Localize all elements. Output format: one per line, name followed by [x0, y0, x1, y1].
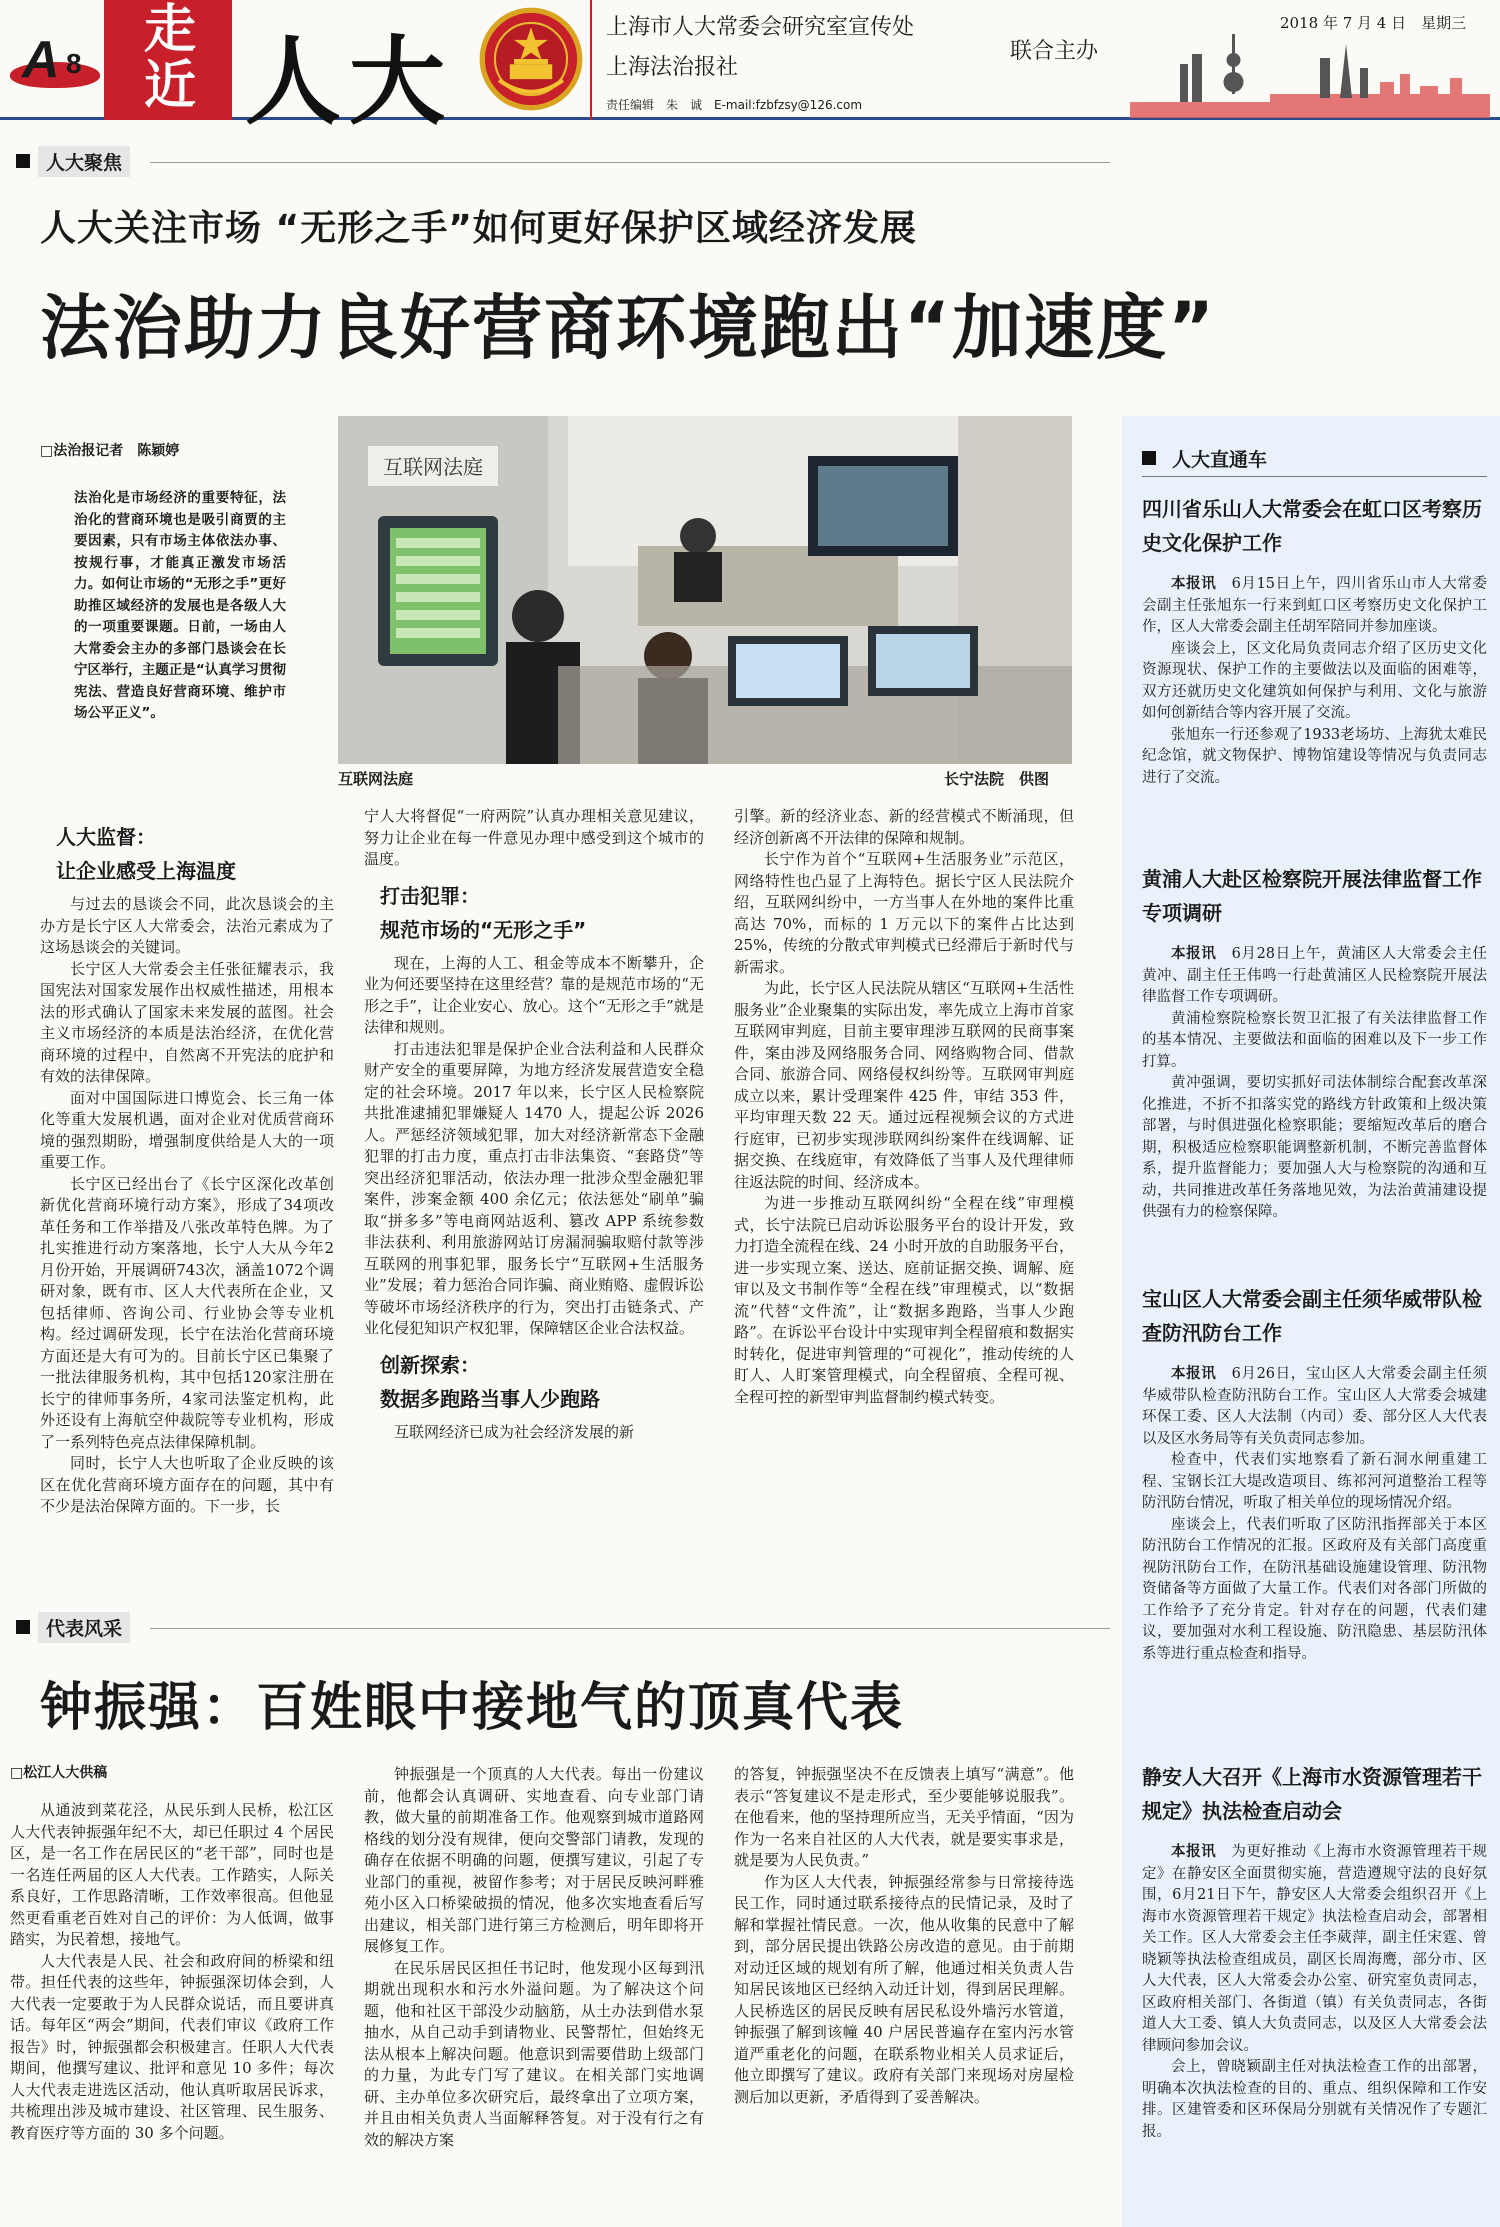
- paragraph: 座谈会上，代表们听取了区防汛指挥部关于本区防汛防台工作情况的汇报。区政府及有关部门高度重视防汛防台工作，在防汛基础设施建设管理、防汛物资储备等方面做了大量工作。代表们对各部门所做的工作给予了充分肯定。针对存在的问题，代表们建议，要加强对水利工程设施、防汛隐患、基层防汛体系等进行重点检查和指导。: [1142, 1516, 1487, 1662]
- subhead-3b: 数据多跑路当事人少跑路: [380, 1386, 600, 1411]
- shanghai-skyline-icon: [1120, 24, 1500, 118]
- paragraph: 人大代表是人民、社会和政府间的桥梁和纽带。担任代表的这些年，钟振强深切体会到，人大代表一定要敢于为人民群众说话，而且要讲真话。每年区“两会”期间，代表们审议《政府工作报告》时，钟振强都会积极建言。任职人大代表期间，他撰写建议、批评和意见 10 多件；每次人大代表走进选区活动，他认真听取居民诉求，共梳理出涉及城市建设、社区管理、民生服务、教育医疗等方面的 30 多个问题。: [10, 1951, 334, 2142]
- paragraph: 钟振强是一个顶真的人大代表。每出一份建议前，他都会认真调研、实地查看、向专业部门请教，做大量的前期准备工作。他观察到城市道路网格线的划分没有规律，便向交警部门请教，发现的确存在依据不明确的问题，便撰写建议，引起了专业部门的重视，被留作参考；对于居民反映河畔雅苑小区入口桥梁破损的情况，他多次实地查看后写出建议，相关部门进行第三方检测后，明年即将开展修复工作。: [364, 1765, 704, 1955]
- subhead-3a: 创新探索：: [380, 1352, 480, 1377]
- paragraph: 引擎。新的经济业态、新的经营模式不断涌现，但经济创新离不开法律的保障和规制。: [734, 807, 1074, 847]
- paragraph: 与过去的恳谈会不同，此次恳谈会的主办方是长宁区人大常委会，法治元素成为了这场恳谈会的关键词。: [40, 895, 334, 956]
- paragraph: 为更好推动《上海市水资源管理若干规定》在静安区全面贯彻实施，营造遵规守法的良好氛围，6月21日下午，静安区人大常委会组织召开《上海市水资源管理若干规定》执法检查启动会，部署相关工作。区人大常委会主任李葳萍，副主任宋霆、曾晓颖等执法检查组成员，副区长周海鹰，部分市、区人大代表，区人大常委会办公室、研究室负责同志，区政府相关部门、各街道（镇）有关负责同志，各街道人大工委、镇人大负责同志，以及区人大常委会法律顾问参加会议。: [1142, 1844, 1488, 2054]
- subhead-2b: 规范市场的“无形之手”: [380, 917, 587, 942]
- column-name-char-1: 走: [143, 0, 196, 60]
- paragraph: 黄浦检察院检察长贺卫汇报了有关法律监督工作的基本情况、主要做法和面临的困难以及下一步工作打算。: [1142, 1010, 1487, 1070]
- article2-column-2: [364, 1764, 704, 2151]
- article-column-2: [364, 806, 704, 1443]
- section-divider: [150, 162, 1110, 163]
- report-label: 本报讯: [1171, 1844, 1217, 1860]
- section-tag-delegate: [16, 1612, 130, 1642]
- paragraph: 为进一步推动互联网纠纷“全程在线”审理模式，长宁法院已启动诉讼服务平台的设计开发，致力打造全流程在线、24 小时开放的自助服务平台，进一步实现立案、送达、庭前证据交换、调解、庭审以及文书制作等“全程在线”审理模式，以“数据流”代替“文件流”，让“数据多跑路，当事人少跑路”。在诉讼平台设计中实现审判全程留痕和数据实时转化，促进审判管理的“可视化”，推动传统的人盯人、人盯案管理模式，向全程留痕、全程可视、全程可控的新型审判监督制约模式转变。: [734, 1194, 1074, 1406]
- article-column-3: [734, 806, 1074, 1408]
- section-divider: [150, 1628, 1110, 1629]
- masthead-title: 人大: [245, 26, 453, 138]
- sidebar-item-title: 黄浦人大赴区检察院开展法律监督工作专项调研: [1142, 867, 1482, 925]
- paragraph: 作为区人大代表，钟振强经常参与日常接待选民工作，同时通过联系接待点的民情记录，及时了解和掌握社情民意。一次，他从收集的民意中了解到，部分居民提出铁路公房改造的意见。由于前期对动迁区域的规划有所了解，他通过相关负责人告知居民该地区已经纳入动迁计划，得到居民理解。人民桥选区的居民反映有居民私设外墙污水管道，钟振强了解到该幢 40 户居民普遍存在室内污水管道严重老化的问题，在联系物业相关人员求证后，他立即撰写了建议。政府有关部门来现场对房屋检测后加以更新，矛盾得到了妥善解决。: [734, 1872, 1074, 2106]
- organizer-line-1: 上海市人大常委会研究室宣传处: [606, 15, 915, 40]
- subhead-1a: 人大监督：: [56, 825, 156, 849]
- article-byline: □法治报记者 陈颖婷: [40, 443, 180, 459]
- section-tag-label: 人大直通车: [1172, 448, 1268, 471]
- paragraph: 长宁区人大常委会主任张征耀表示，我国宪法对国家发展作出权威性描述，用根本法的形式确认了国家未来发展的蓝图。社会主义市场经济的本质是法治经济，在优化营商环境的过程中，自然离不开宪法的庇护和有效的法律保障。: [40, 959, 334, 1085]
- page-number-badge: [10, 30, 100, 90]
- article2-headline: 钟振强：百姓眼中接地气的顶真代表: [40, 1678, 905, 1738]
- paragraph: 张旭东一行还参观了1933老场坊、上海犹太难民纪念馆，就文物保护、博物馆建设等情况与负责同志进行了交流。: [1142, 726, 1487, 786]
- paragraph: 同时，长宁人大也听取了企业反映的该区在优化营商环境方面存在的问题，其中有不少是法治保障方面的。下一步，长: [40, 1454, 334, 1515]
- national-emblem-icon: [478, 6, 584, 112]
- paragraph: 互联网经济已成为社会经济发展的新: [394, 1422, 635, 1441]
- sidebar-item-title: 宝山区人大常委会副主任须华威带队检查防汛防台工作: [1142, 1287, 1482, 1345]
- masthead: [0, 0, 1500, 138]
- article-column-1: [40, 820, 334, 1518]
- article2-column-1: [10, 1800, 334, 2144]
- page-letter: A: [22, 31, 60, 89]
- section-square-icon: [16, 154, 30, 168]
- paragraph: 6月15日上午，四川省乐山市人大常委会副主任张旭东一行来到虹口区考察历史文化保护工作，区人大常委会副主任胡军陪同并参加座谈。: [1142, 576, 1487, 635]
- sidebar-item-body: [1142, 1364, 1487, 1665]
- sidebar-item-body: [1142, 944, 1487, 1224]
- article-kicker: 人大关注市场 “无形之手”如何更好保护区域经济发展: [40, 208, 917, 249]
- section-square-icon: [16, 1620, 30, 1634]
- paragraph: 的答复，钟振强坚决不在反馈表上填写“满意”。他表示“答复建议不是走形式，至少要能够说服我”。在他看来，他的坚持理所应当，无关乎情面，“因为作为一名来自社区的人大代表，就是要实事求是，就是要为人民负责。”: [734, 1765, 1074, 1869]
- editor-line: 责任编辑 朱 诚 E-mail:fzbfzsy@126.com: [606, 98, 863, 112]
- sidebar-item-title: 四川省乐山人大常委会在虹口区考察历史文化保护工作: [1142, 497, 1482, 555]
- paragraph: 为此，长宁区人民法院从辖区“互联网+生活性服务业”企业聚集的实际出发，率先成立上海市首家互联网审判庭，目前主要审理涉互联网的民商事案件，案由涉及网络服务合同、网络购物合同、借款合同、旅游合同、网络侵权纠纷等。互联网审判庭成立以来，累计受理案件 425 件，审结 353 件，平均审理天数 22 天。通过远程视频会议的方式进行庭审，已初步实现涉联网纠纷案件在线调解、证据交换、在线庭审，有效降低了当事人及代理律师往返法院的时间、经济成本。: [734, 979, 1074, 1191]
- section-tag-focus: [16, 146, 130, 176]
- paragraph: 现在，上海的人工、租金等成本不断攀升，企业为何还要坚持在这里经营？靠的是规范市场的“无形之手”，让企业安心、放心。这个“无形之手”就是法律和规则。: [364, 953, 704, 1036]
- article-headline: 法治助力良好营商环境跑出“加速度”: [40, 287, 1217, 369]
- report-label: 本报讯: [1171, 946, 1217, 962]
- sidebar-item-body: [1142, 574, 1487, 789]
- paragraph: 宁人大将督促“一府两院”认真办理相关意见建议，努力让企业在每一件意见办理中感受到这个城市的温度。: [364, 807, 704, 868]
- photo-sign-text: 互联网法庭: [383, 455, 483, 479]
- paragraph: 长宁作为首个“互联网+生活服务业”示范区，网络特性也凸显了上海特色。据长宁区人民法院介绍，互联网纠纷中，一方当事人在外地的案件比重高达 70%，而标的 1 万元以下的案件占比达到 25%，传统的分散式审判模式已经滞后于新时代与新需求。: [734, 850, 1074, 976]
- paragraph: 长宁区已经出台了《长宁区深化改革创新优化营商环境行动方案》，形成了34项改革任务和工作举措及八张改革特色牌。为了扎实推进行动方案落地，长宁人大从今年2月份开始，开展调研743次，涵盖1072个调研对象，既有市、区人大代表所在企业，又包括律师、咨询公司、行业协会等专业机构。经过调研发现，长宁在法治化营商环境方面还是大有可为的。目前长宁区已集聚了一批法律服务机构，其中包括120家注册在长宁的律师事务所，4家司法鉴定机构，此外还设有上海航空仲裁院等专业机构，形成了一系列特色亮点法律保障机制。: [40, 1174, 334, 1451]
- photo-credit: 长宁法院 供图: [944, 770, 1050, 788]
- paragraph: 打击违法犯罪是保护企业合法利益和人民群众财产安全的重要屏障，为地方经济发展营造安全稳定的社会环境。2017 年以来，长宁区人民检察院共批准逮捕犯罪嫌疑人 1470 人，提起公诉 2026 人。严惩经济领域犯罪，加大对经济新常态下金融犯罪的打击力度，重点打击非法集资、“套路贷”等突出经济犯罪活动，依法办理一批涉众型金融犯罪案件，涉案金额 400 余亿元；依法惩处“刷单”骗取“拼多多”等电商网站返利、篡改 APP 系统参数非法获利、利用旅游网站订房漏洞骗取赔付款等涉互联网的刑事犯罪，服务长宁“互联网+生活服务业”发展；着力惩治合同诈骗、商业贿赂、虚假诉讼等破坏市场经济秩序的行为，突出打击链条式、产业化侵犯知识产权犯罪，保障辖区企业合法权益。: [364, 1039, 704, 1337]
- organizer-line-2: 上海法治报社: [606, 55, 739, 80]
- joint-organizer-label: 联合主办: [1010, 39, 1099, 64]
- sidebar-item-title: 静安人大召开《上海市水资源管理若干规定》执法检查启动会: [1142, 1765, 1482, 1823]
- article-lead: 法治化是市场经济的重要特征，法治化的营商环境也是吸引商贾的主要因素，只有市场主体依法办事、按规行事，才能真正激发市场活力。如何让市场的“无形之手”更好助推区域经济的发展也是各级人大的一项重要课题。日前，一场由人大常委会主办的多部门恳谈会在长宁区举行，主题正是“认真学习贯彻宪法、营造良好营商环境、维护市场公平正义”。: [74, 490, 286, 721]
- section-tag-express: [1142, 443, 1275, 473]
- section-square-icon: [1142, 451, 1156, 465]
- column-name-block: [104, 0, 232, 120]
- paragraph: 会上，曾晓颖副主任对执法检查工作的出部署，明确本次执法检查的目的、重点、组织保障和工作安排。区建管委和区环保局分别就有关情况作了专题汇报。: [1142, 2059, 1487, 2140]
- paragraph: 面对中国国际进口博览会、长三角一体化等重大发展机遇，面对企业对优质营商环境的强烈期盼，增强制度供给是人大的一项重要工作。: [40, 1088, 334, 1171]
- subhead-1b: 让企业感受上海温度: [56, 859, 236, 883]
- column-name-char-2: 近: [143, 56, 196, 116]
- photo-caption: 互联网法庭: [338, 770, 414, 788]
- paragraph: 座谈会上，区文化局负责同志介绍了区历史文化资源现状、保护工作的主要做法以及面临的困难等，双方还就历史文化建筑如何保护与利用、文化与旅游如何创新结合等内容开展了交流。: [1142, 640, 1487, 721]
- paragraph: 黄冲强调，要切实抓好司法体制综合配套改革深化推进，不折不扣落实党的路线方针政策和上级决策部署，与时俱进强化检察职能；要缩短改革后的磨合期，积极适应检察职能调整新机制，不断完善监督体系，提升监督能力；要加强人大与检察院的沟通和互动，共同推进改革任务落地见效，为法治黄浦建设提供强有力的检察保障。: [1142, 1075, 1487, 1220]
- section-tag-label: 代表风采: [38, 1612, 130, 1643]
- paragraph: 从通波到菜花泾，从民乐到人民桥，松江区人大代表钟振强年纪不大，却已任职过 4 个居民区，是一名工作在居民区的“老干部”，同时也是一名连任两届的区人大代表。工作踏实，人际关系良好，工作思路清晰，工作效率很高。但他显然更看重老百姓对自己的评价：为人低调，做事踏实，为民着想，接地气。: [10, 1801, 334, 1948]
- article2-column-3: [734, 1764, 1074, 2108]
- paragraph: 检查中，代表们实地察看了新石洞水闸重建工程、宝钢长江大堤改造项目、练祁河河道整治工程等防汛防台情况，听取了相关单位的现场情况介绍。: [1142, 1452, 1487, 1511]
- masthead-divider: [590, 0, 592, 120]
- paragraph: 6月28日上午，黄浦区人大常委会主任黄冲、副主任王伟鸣一行赴黄浦区人民检察院开展法律监督工作专项调研。: [1142, 946, 1487, 1005]
- section-tag-label: 人大聚焦: [38, 146, 130, 177]
- page-number: 8: [66, 48, 82, 79]
- sidebar-rule: [1142, 476, 1487, 477]
- paragraph: 6月26日，宝山区人大常委会副主任须华威带队检查防汛防台工作。宝山区人大常委会城建环保工委、区人大法制（内司）委、部分区人大代表以及区水务局等有关负责同志参加。: [1142, 1366, 1487, 1447]
- issue-date: 2018 年 7 月 4 日 星期三: [1280, 14, 1467, 32]
- report-label: 本报讯: [1171, 576, 1217, 592]
- report-label: 本报讯: [1171, 1366, 1217, 1382]
- paragraph: 在民乐居民区担任书记时，他发现小区每到汛期就出现积水和污水外溢问题。为了解决这个问题，他和社区干部没少动脑筋，从土办法到借水泵抽水，从自己动手到请物业、民警帮忙，但始终无法从根本上解决问题。他意识到需要借助上级部门的力量，为此专门写了建议。在相关部门实地调研、主办单位多次研究后，最终拿出了立项方案，并且由相关负责人当面解释答复。对于没有行之有效的解决方案: [364, 1958, 704, 2149]
- sidebar-item-body: [1142, 1842, 1487, 2143]
- court-photo: [338, 416, 1072, 764]
- article2-byline: □松江人大供稿: [10, 1765, 108, 1781]
- subhead-2a: 打击犯罪：: [380, 883, 480, 908]
